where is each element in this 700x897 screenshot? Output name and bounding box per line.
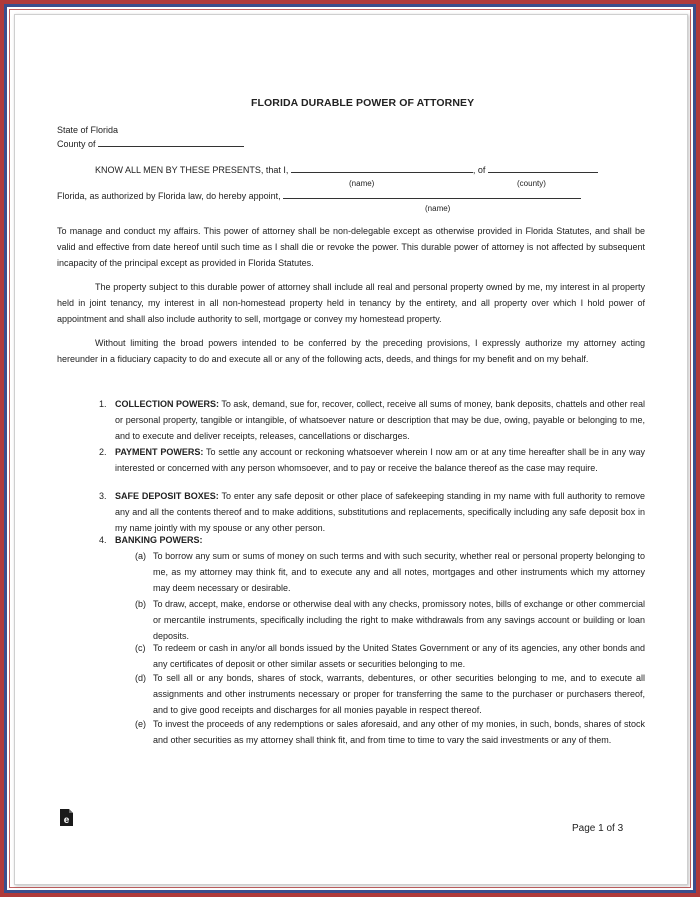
agent-name-caption: (name)	[425, 204, 451, 213]
item-heading: PAYMENT POWERS:	[115, 447, 204, 457]
page-title: FLORIDA DURABLE POWER OF ATTORNEY	[251, 97, 475, 109]
subitem-sell: To sell all or any bonds, shares of stock, warrants, debentures, or other securities belonging to me, and to execute all assignments and other instruments necessary or proper for transferring the same to the purchaser or purchasers thereof, and to give good receipts and discharges for all monies payable in respect thereof.	[153, 673, 645, 715]
agent-name-blank	[283, 189, 581, 199]
subitem-number: (b)	[135, 599, 146, 609]
item-heading: SAFE DEPOSIT BOXES:	[115, 491, 219, 501]
subitem-invest: To invest the proceeds of any redemptions or sales aforesaid, and any other of my monies, in such, bonds, shares of stock and other securities as my attorney shall think fit, and from time to time to vary the said investments or any of them.	[153, 719, 645, 745]
paragraph-authority: To manage and conduct my affairs. This power of attorney shall be non-delegable except as otherwise provided in Florida Statutes, and shall be valid and effective from date hereof until such time as I shall die or revoke the power. This durable power of attorney is not affected by subsequent incapacity of the principal except as provided in Florida Statutes.	[57, 226, 645, 268]
county-line	[57, 136, 244, 152]
subitem-borrow: To borrow any sum or sums of money on such terms and with such security, whether real or personal property belonging to me, as my attorney may think fit, and to execute any and all notes, mortgages and other instruments which my attorney may deem necessary or desirable.	[153, 551, 645, 593]
page-number: Page 1 of 3	[572, 823, 624, 834]
principal-name-blank	[291, 163, 473, 173]
state-line: State of Florida	[57, 125, 119, 135]
know-all-text: KNOW ALL MEN BY THESE PRESENTS, that I,	[95, 165, 289, 175]
paragraph-property: The property subject to this durable power of attorney shall include all real and personal property owned by me, my interest in al property held in joint tenancy, my interest in all non-homestead property held in tenancy by the entirety, and all property over which I hold power of appointment and shall also include authority to sell, mortgage or convey my homestead property.	[57, 282, 645, 324]
document-page	[14, 14, 688, 885]
county-caption: (county)	[517, 179, 546, 188]
item-text: To settle any account or reckoning whatsoever wherein I now am or at any time hereafter shall be in any way interested or concerned with any person whomsoever, and to pay or receive the balance thereof as the case may require.	[115, 447, 646, 473]
svg-text:e: e	[63, 815, 70, 826]
list-item-payment	[115, 444, 645, 476]
eforms-logo-icon	[59, 809, 73, 827]
item-text: To ask, demand, sue for, recover, collect, receive all sums of money, bank deposits, chattels and other real or personal property, tangible or intangible, of whatsoever nature or description that may be due, owing, payable or belonging to me, and to execute and deliver receipts, releases, cancellations or discharges.	[115, 399, 646, 441]
item-number: 2.	[99, 447, 107, 457]
item-text: To enter any safe deposit or other place of safekeeping standing in my name with full authority to remove any and all the contents thereof and to make additions, substitutions and replacements, specifically including any safe deposit box in my name jointly with my spouse or any other person.	[115, 491, 645, 533]
item-number: 1.	[99, 399, 107, 409]
list-item-banking	[115, 532, 645, 548]
of-label: , of	[472, 165, 486, 175]
appoint-text: Florida, as authorized by Florida law, do hereby appoint,	[57, 191, 281, 201]
subitem-draw: To draw, accept, make, endorse or otherwise deal with any checks, promissory notes, bills of exchange or other commercial or mercantile instruments, specifically including the right to make withdrawals from any savings account or building or loan deposits.	[153, 599, 645, 641]
item-heading: BANKING POWERS:	[115, 535, 203, 545]
principal-county-blank	[488, 163, 598, 173]
subitem-number: (e)	[135, 719, 146, 729]
subitem-number: (a)	[135, 551, 146, 561]
appoint-line	[57, 188, 581, 204]
paragraph-powers-intro: Without limiting the broad powers intended to be conferred by the preceding provisions, I expressly authorize my attorney acting hereunder in a fiduciary capacity to do and execute all or any of the following acts, deeds, and things for my benefit and on my behalf.	[57, 338, 645, 364]
list-item-collection	[115, 396, 645, 444]
county-blank	[98, 137, 244, 147]
item-heading: COLLECTION POWERS:	[115, 399, 220, 409]
name-caption: (name)	[349, 179, 375, 188]
item-number: 4.	[99, 535, 107, 545]
subitem-number: (d)	[135, 673, 146, 683]
subitem-number: (c)	[135, 643, 146, 653]
list-item-safe-deposit	[115, 488, 645, 536]
subitem-redeem: To redeem or cash in any/or all bonds issued by the United States Government or any of its agencies, any other bonds and any certificates of deposit or other similar assets or securities belonging to me.	[153, 643, 645, 669]
item-number: 3.	[99, 491, 107, 501]
know-all-line	[95, 162, 598, 178]
county-label: County of	[57, 139, 96, 149]
